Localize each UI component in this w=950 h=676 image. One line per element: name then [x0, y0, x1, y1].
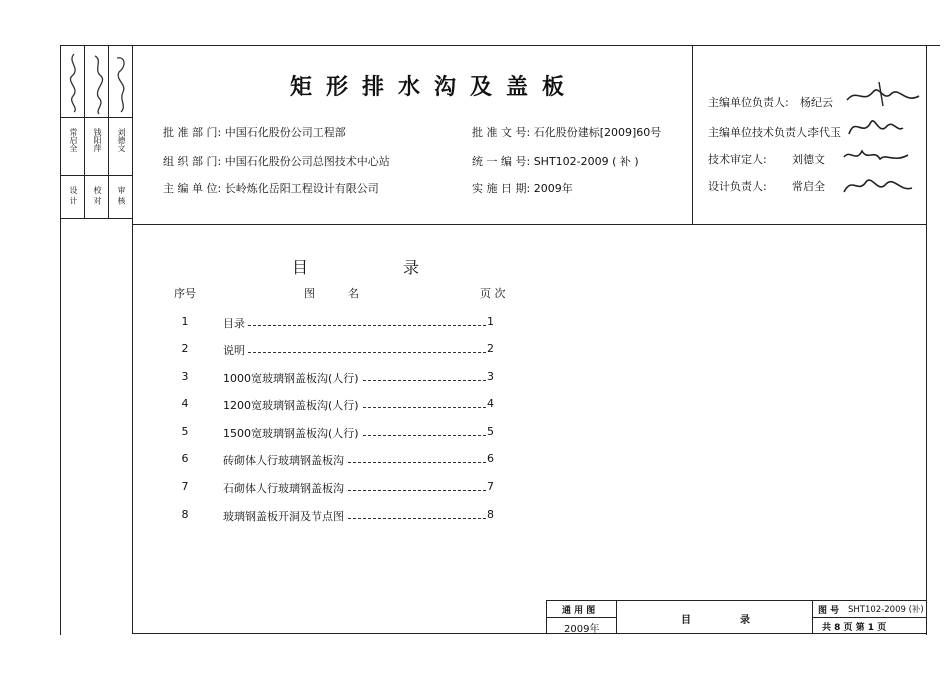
header-left-label: 主 编 单 位: — [163, 182, 222, 195]
toc-row[interactable] — [170, 506, 500, 526]
side-strip-bottom — [60, 218, 133, 219]
footer-div-1 — [616, 600, 617, 634]
header-mid-row-3 — [472, 180, 573, 196]
side-signature-2 — [87, 50, 109, 116]
toc-row-name: 说明 — [223, 344, 245, 357]
frame-right — [926, 45, 927, 635]
header-right-label-3: 技术审定人: — [708, 153, 767, 166]
header-right-label-1: 主编单位负责人: — [708, 96, 789, 109]
header-left-row-3 — [163, 180, 379, 196]
toc-row[interactable] — [170, 340, 500, 360]
header-right-label-2: 主编单位技术负责人: — [708, 126, 811, 139]
header-mid-value: 2009年 — [533, 182, 573, 195]
signature-4 — [840, 170, 916, 200]
toc-row[interactable] — [170, 450, 500, 470]
toc-col-name-2: 名 — [348, 287, 359, 300]
toc-row-page: 1 — [487, 315, 494, 328]
header-right-label-4: 设计负责人: — [708, 180, 767, 193]
toc-row[interactable] — [170, 478, 500, 498]
footer-sheet-info: 共 8 页 第 1 页 — [822, 623, 887, 633]
toc-row-page: 3 — [487, 370, 494, 383]
toc-row-leader — [223, 325, 486, 326]
toc-row[interactable] — [170, 368, 500, 388]
toc-row-num: 8 — [181, 508, 189, 521]
side-name-2: 钱阳萍 — [93, 128, 102, 152]
toc-row[interactable] — [170, 313, 500, 333]
toc-row-num: 4 — [181, 397, 189, 410]
toc-row-leader — [223, 352, 486, 353]
side-name-1: 常启全 — [69, 128, 78, 152]
header-mid-value: 石化股份建标[2009]60号 — [533, 126, 662, 139]
toc-row-name: 石砌体人行玻璃钢盖板沟 — [223, 482, 344, 495]
header-right-name-4: 常启全 — [792, 180, 825, 193]
header-divider — [692, 45, 693, 225]
side-role-2: 校 对 — [93, 186, 102, 205]
toc-row-page: 6 — [487, 452, 494, 465]
toc-row-name: 1200宽玻璃钢盖板沟(人行) — [223, 399, 359, 412]
header-bottom — [132, 224, 927, 225]
inner-frame-left — [132, 45, 133, 633]
signature-1 — [843, 80, 923, 110]
footer-drawing-no: SHT102-2009 (补) — [848, 605, 924, 615]
toc-row-page: 2 — [487, 342, 494, 355]
header-right-name-2: 李代玉 — [808, 126, 841, 139]
toc-row-num: 1 — [181, 315, 189, 328]
frame-top — [60, 45, 940, 46]
toc-col-seq: 序号 — [174, 287, 196, 300]
header-left-label: 批 准 部 门: — [163, 126, 222, 139]
toc-row-page: 7 — [487, 480, 494, 493]
footer-center-1: 目 — [681, 615, 691, 626]
header-left-value: 中国石化股份公司总图技术中心站 — [224, 155, 390, 168]
header-mid-label: 批 准 文 号: — [472, 126, 531, 139]
header-mid-row-2 — [472, 153, 639, 169]
toc-col-name-1: 图 — [304, 287, 315, 300]
header-mid-value: SHT102-2009 ( 补 ) — [533, 155, 639, 168]
header-left-row-1 — [163, 124, 346, 140]
header-left-row-2 — [163, 153, 390, 169]
side-role-3: 审 核 — [117, 186, 126, 205]
toc-row-num: 7 — [181, 480, 189, 493]
toc-row-num: 2 — [181, 342, 189, 355]
toc-row-name: 1000宽玻璃钢盖板沟(人行) — [223, 372, 359, 385]
side-strip-divider — [60, 117, 133, 118]
header-right-name-1: 杨纪云 — [800, 96, 833, 109]
header-left-label: 组 织 部 门: — [163, 155, 222, 168]
toc-row[interactable] — [170, 423, 500, 443]
footer-general-label: 通 用 图 — [562, 606, 596, 616]
toc-row-page: 5 — [487, 425, 494, 438]
signature-3 — [840, 143, 912, 169]
toc-row-name: 1500宽玻璃钢盖板沟(人行) — [223, 427, 359, 440]
toc-row-page: 8 — [487, 508, 494, 521]
page-title: 矩形排水沟及盖板 — [290, 74, 579, 100]
header-right-name-3: 刘德文 — [792, 153, 825, 166]
side-role-1: 设 计 — [69, 186, 78, 205]
toc-row-num: 6 — [181, 452, 189, 465]
header-mid-label: 实 施 日 期: — [472, 182, 531, 195]
toc-row[interactable] — [170, 395, 500, 415]
frame-left — [60, 45, 61, 635]
frame-bottom — [132, 633, 927, 634]
footer-hsplit-right — [812, 617, 926, 618]
toc-row-name: 砖砌体人行玻璃钢盖板沟 — [223, 454, 344, 467]
side-signature-1 — [63, 50, 85, 116]
footer-center-2: 录 — [740, 615, 750, 626]
signature-2 — [845, 112, 905, 142]
footer-hsplit-left — [546, 617, 616, 618]
footer-drawing-no-label: 图 号 — [818, 606, 840, 616]
toc-col-page: 页 次 — [480, 287, 506, 300]
toc-heading-left: 目 — [292, 258, 309, 277]
header-mid-row-1 — [472, 124, 661, 140]
side-signature-3 — [111, 50, 133, 116]
header-left-value: 长岭炼化岳阳工程设计有限公司 — [224, 182, 379, 195]
toc-row-num: 5 — [181, 425, 189, 438]
toc-heading-right: 录 — [403, 258, 420, 277]
footer-top — [546, 600, 926, 601]
side-strip-divider-2 — [60, 175, 133, 176]
toc-row-name: 玻璃钢盖板开洞及节点图 — [223, 510, 344, 523]
toc-row-name: 目录 — [223, 317, 245, 330]
toc-row-num: 3 — [181, 370, 189, 383]
toc-row-page: 4 — [487, 397, 494, 410]
header-mid-label: 统 一 编 号: — [472, 155, 531, 168]
header-left-value: 中国石化股份公司工程部 — [224, 126, 346, 139]
footer-year: 2009年 — [564, 624, 600, 635]
side-name-3: 刘德文 — [117, 128, 126, 152]
